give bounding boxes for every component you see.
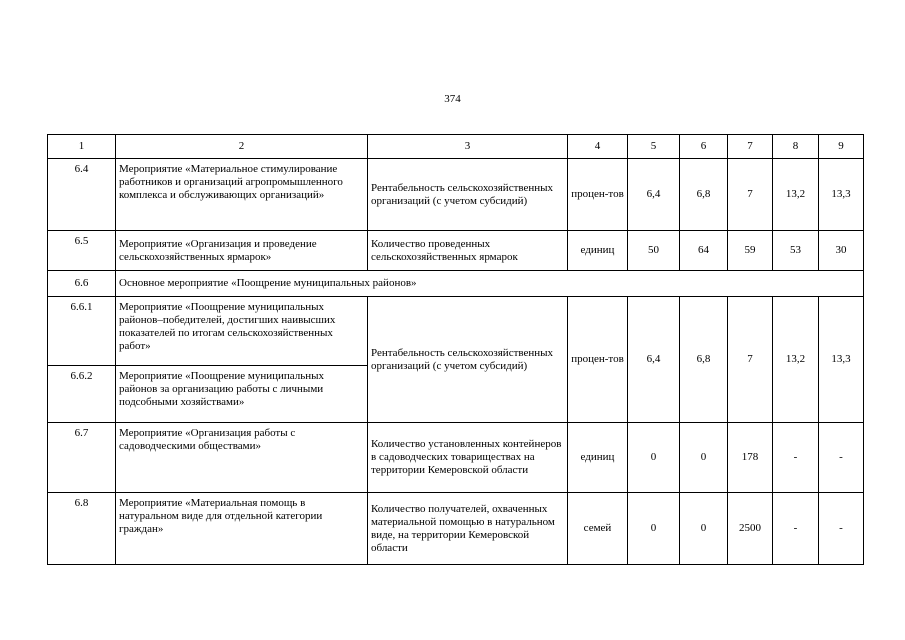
value-cell: - — [819, 493, 864, 565]
table-row — [48, 493, 864, 565]
table-row — [48, 271, 864, 297]
event-cell: Мероприятие «Организация и проведение сельскохозяйственных ярмарок» — [116, 231, 368, 271]
unit-cell: единиц — [568, 423, 628, 493]
value-cell: 178 — [728, 423, 773, 493]
header-cell: 5 — [628, 135, 680, 159]
unit-cell: единиц — [568, 231, 628, 271]
indicator-cell: Рентабельность сельскохозяйственных организаций (с учетом субсидий) — [368, 297, 568, 423]
row-number: 6.4 — [48, 159, 116, 231]
value-cell: 6,4 — [628, 297, 680, 423]
value-cell: 0 — [628, 493, 680, 565]
row-number: 6.8 — [48, 493, 116, 565]
event-cell: Мероприятие «Поощрение муниципальных районов–победителей, достигших наивысших показателей по итогам сельскохозяйственных работ» — [116, 297, 368, 366]
header-cell: 2 — [116, 135, 368, 159]
value-cell: 0 — [680, 493, 728, 565]
page-number: 374 — [444, 93, 461, 105]
unit-cell: семей — [568, 493, 628, 565]
row-number: 6.6.2 — [48, 366, 116, 423]
table-row — [48, 423, 864, 493]
value-cell: 2500 — [728, 493, 773, 565]
row-number: 6.6 — [48, 271, 116, 297]
table-row — [48, 231, 864, 271]
header-cell: 1 — [48, 135, 116, 159]
event-cell: Мероприятие «Материальное стимулирование работников и организаций агропромышленного комплекса и обслуживающих организаций» — [116, 159, 368, 231]
table-header-row — [48, 135, 864, 159]
indicator-cell: Количество получателей, охваченных материальной помощью в натуральном виде, на территории Кемеровской области — [368, 493, 568, 565]
value-cell: 0 — [628, 423, 680, 493]
indicators-table — [47, 134, 864, 565]
event-cell: Основное мероприятие «Поощрение муниципальных районов» — [116, 271, 864, 297]
value-cell: 7 — [728, 297, 773, 423]
header-cell: 8 — [773, 135, 819, 159]
value-cell: 53 — [773, 231, 819, 271]
value-cell: 7 — [728, 159, 773, 231]
value-cell: 6,4 — [628, 159, 680, 231]
value-cell: 13,2 — [773, 159, 819, 231]
value-cell: 50 — [628, 231, 680, 271]
event-cell: Мероприятие «Организация работы с садоводческими обществами» — [116, 423, 368, 493]
indicator-cell: Количество установленных контейнеров в садоводческих товариществах на территории Кемеровской области — [368, 423, 568, 493]
value-cell: 64 — [680, 231, 728, 271]
row-number: 6.6.1 — [48, 297, 116, 366]
header-cell: 4 — [568, 135, 628, 159]
value-cell: - — [773, 493, 819, 565]
table-row — [48, 297, 864, 366]
header-cell: 6 — [680, 135, 728, 159]
value-cell: - — [819, 423, 864, 493]
header-cell: 3 — [368, 135, 568, 159]
event-cell: Мероприятие «Поощрение муниципальных районов за организацию работы с личными подсобными хозяйствами» — [116, 366, 368, 423]
header-cell: 7 — [728, 135, 773, 159]
value-cell: 13,3 — [819, 159, 864, 231]
value-cell: 6,8 — [680, 159, 728, 231]
indicator-cell: Рентабельность сельскохозяйственных организаций (с учетом субсидий) — [368, 159, 568, 231]
table-row — [48, 159, 864, 231]
value-cell: - — [773, 423, 819, 493]
indicator-cell: Количество проведенных сельскохозяйственных ярмарок — [368, 231, 568, 271]
row-number: 6.5 — [48, 231, 116, 271]
value-cell: 13,3 — [819, 297, 864, 423]
unit-cell: процен-тов — [568, 297, 628, 423]
value-cell: 13,2 — [773, 297, 819, 423]
value-cell: 0 — [680, 423, 728, 493]
header-cell: 9 — [819, 135, 864, 159]
row-number: 6.7 — [48, 423, 116, 493]
value-cell: 59 — [728, 231, 773, 271]
value-cell: 6,8 — [680, 297, 728, 423]
event-cell: Мероприятие «Материальная помощь в натуральном виде для отдельной категории граждан» — [116, 493, 368, 565]
unit-cell: процен-тов — [568, 159, 628, 231]
value-cell: 30 — [819, 231, 864, 271]
